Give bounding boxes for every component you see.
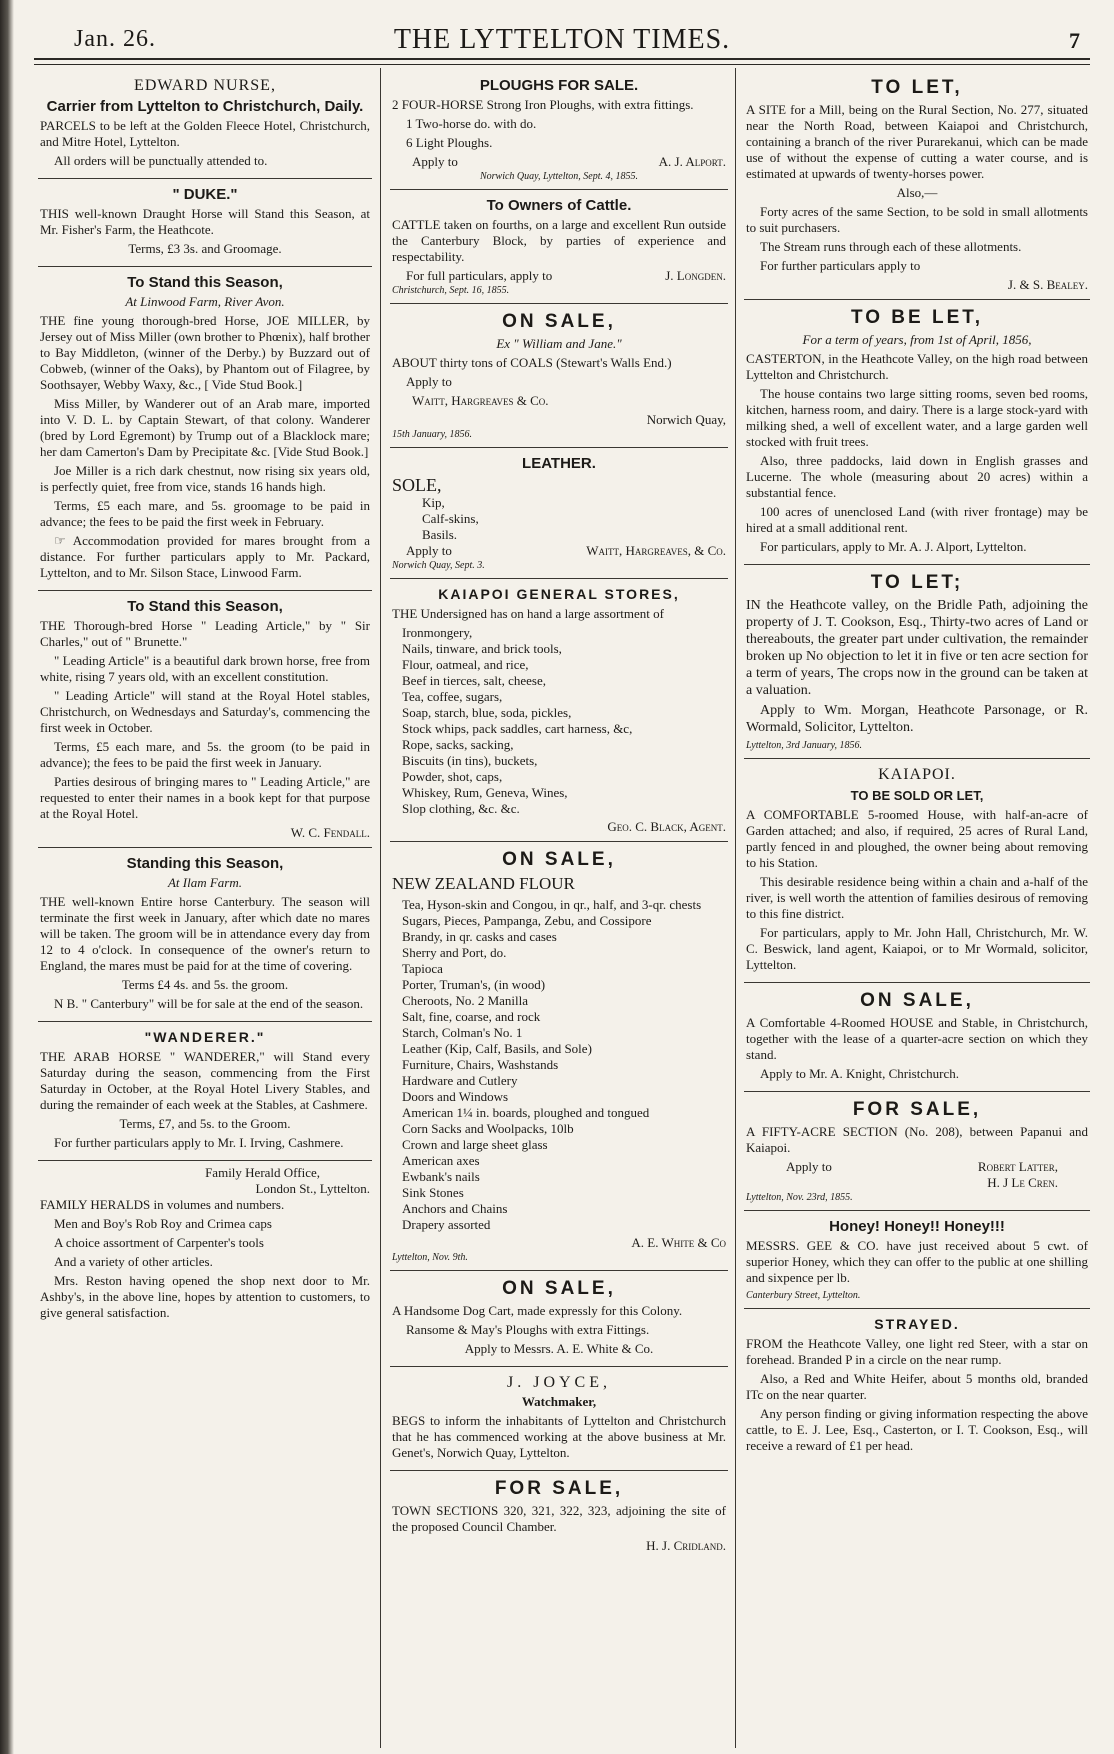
ad-address: London St., Lyttelton.: [255, 1181, 370, 1196]
ad-text: Terms, £5 each mare, and 5s. the groom (to be paid in advance); the fees to be paid the first week in January.: [40, 739, 370, 770]
column-2: [390, 70, 728, 1746]
ad-subtitle: Ex " William and Jane.": [496, 336, 622, 351]
ad-date: Lyttelton, Nov. 23rd, 1855.: [746, 1192, 853, 1203]
list-item: Salt, fine, coarse, and rock: [402, 1009, 541, 1024]
ad-subtitle: For a term of years, from 1st of April, 1856,: [802, 332, 1032, 347]
ad-canterbury: [38, 848, 372, 1022]
ad-heathcote-land: [744, 565, 1090, 759]
ad-terms: Terms, £3 3s. and Groomage.: [128, 241, 282, 256]
column-rule-2: [735, 68, 736, 1748]
ad-item: Kip,: [422, 495, 445, 510]
ad-kaiapoi-stores: [390, 579, 728, 842]
ad-text: IN the Heathcote valley, on the Bridle Path, adjoining the property of J. T. Cookson, Esq., Thirty-two acres of Land or thereabouts, the greater part under cultivation, the remainder broken up No objection to let it in five or ten acre section for a term of years, The crops now in the ground can be taken at a valuation.: [746, 598, 1088, 698]
list-item: Leather (Kip, Calf, Basils, and Sole): [402, 1041, 592, 1056]
list-item: Crown and large sheet glass: [402, 1137, 548, 1152]
ad-signature: J. & S. Bealey.: [1007, 277, 1088, 292]
ad-date: Lyttelton, Nov. 9th.: [392, 1252, 468, 1263]
list-item: Nails, tinware, and brick tools,: [402, 641, 562, 656]
ad-edward-nurse: [38, 70, 372, 179]
ad-text: Ransome & May's Ploughs with extra Fittings.: [406, 1322, 650, 1337]
ad-title: KAIAPOI GENERAL STORES,: [438, 586, 680, 602]
ad-text: THE Thorough-bred Horse " Leading Article," by " Sir Charles," out of " Brunette.": [40, 618, 370, 649]
list-item: Ewbank's nails: [402, 1169, 480, 1184]
ad-subtitle: Carrier from Lyttelton to Christchurch, Daily.: [46, 98, 364, 115]
ad-text: 100 acres of unenclosed Land (with river frontage) may be hired at a small additional rent.: [746, 504, 1088, 535]
list-item: Porter, Truman's, (in wood): [402, 977, 546, 992]
column-1: [38, 70, 372, 1746]
ad-text: THE well-known Entire horse Canterbury. The season will terminate the first week in January, after which date no mares will be taken. The groom will be in attendance every day from 12 to 4 o'clock. In consequence of the owner's return to England, the mares must be paid for at the time of covering.: [40, 894, 370, 973]
ad-text: " Leading Article" is a beautiful dark brown horse, free from white, rising 7 years old, with an excellent constitution.: [40, 653, 370, 684]
ad-title: FOR SALE,: [852, 1099, 982, 1120]
ad-town-sections: [390, 1471, 728, 1560]
ad-apply: Apply to Messrs. A. E. White & Co.: [464, 1341, 654, 1356]
ad-text: FAMILY HERALDS in volumes and numbers.: [40, 1197, 285, 1212]
ad-text: This desirable residence being within a chain and a-half of the river, is well worth the attention of families desirous of removing to this fine district.: [746, 874, 1088, 921]
ad-date: Norwich Quay, Sept. 3.: [392, 560, 485, 571]
ad-mill-site: [744, 70, 1090, 300]
column-rule-1: [380, 68, 381, 1748]
ad-joyce: [390, 1367, 728, 1471]
list-item: Drapery assorted: [402, 1217, 491, 1232]
ad-title: To Stand this Season,: [127, 598, 283, 615]
ad-apply: Apply to: [786, 1159, 832, 1174]
list-item: Brandy, in qr. casks and cases: [402, 929, 557, 944]
ad-text: Joe Miller is a rich dark chestnut, now rising six years old, is perfectly quiet, free from vice, stands 16 hands high.: [40, 463, 370, 494]
list-item: Beef in tierces, salt, cheese,: [402, 673, 547, 688]
ad-signature: Waitt, Hargreaves, & Co.: [586, 543, 726, 558]
ad-text: For further particulars apply to Mr. I. Irving, Cashmere.: [54, 1135, 344, 1150]
ad-text: Also, three paddocks, laid down in English grasses and Lucerne. The whole (measuring about 20 acres) within a substantial fence.: [746, 453, 1088, 500]
ad-christchurch-house: [744, 983, 1090, 1092]
flour-item-list: [392, 897, 726, 1233]
ad-date: 15th January, 1856.: [392, 429, 472, 440]
ad-apply: Apply to: [406, 543, 452, 558]
ad-title: "WANDERER.": [144, 1029, 266, 1045]
ad-address: Family Herald Office,: [205, 1165, 320, 1180]
ad-leading-article: [38, 591, 372, 848]
ad-nz-flour: [390, 842, 728, 1271]
ad-text: MESSRS. GEE & CO. have just received about 5 cwt. of superior Honey, which they can offer to the public at one shilling and sixpence per lb.: [746, 1238, 1088, 1285]
list-item: American axes: [402, 1153, 480, 1168]
ad-text: For further particulars apply to: [760, 258, 921, 273]
issue-date: Jan. 26.: [74, 26, 156, 52]
ad-text: THE Undersigned has on hand a large assortment of: [392, 606, 664, 621]
ad-signature: Geo. C. Black, Agent.: [607, 819, 726, 834]
ad-title: To Owners of Cattle.: [486, 197, 632, 214]
ad-subtitle: At Ilam Farm.: [167, 875, 243, 890]
list-item: Ironmongery,: [402, 625, 473, 640]
ad-item: SOLE,: [392, 475, 442, 495]
ad-text: A COMFORTABLE 5-roomed House, with half-an-acre of Garden attached; and also, if required, 25 acres of Rural Land, partly fenced in and ploughed, the owner being about removing to his Station.: [746, 807, 1088, 870]
ad-text: THE fine young thorough-bred Horse, JOE MILLER, by Jersey out of Miss Miller (own brother to Phœnix), half brother to Bay Middleton, (winner of the Derby.) by Buzzard out of Cobweb, (winner of the Oaks), by Phantom out of Filagree, by Soothsayer, Webby Waxy, &c., [ Vide Stud Book.]: [40, 313, 370, 392]
ad-title: ON SALE,: [860, 990, 974, 1011]
ad-text: Miss Miller, by Wanderer out of an Arab mare, imported into V. D. L. by Captain Stewart, of that colony. Wanderer (bred by Lord Egremont) by Trump out of a Blacklock mare; her dam Camerton's Dam by Precipitate &c. [Vide Stud Book.]: [40, 396, 370, 459]
list-item: Whiskey, Rum, Geneva, Wines,: [402, 785, 568, 800]
ad-text: N B. " Canterbury" will be for sale at the end of the season.: [54, 996, 364, 1011]
ad-text: PARCELS to be left at the Golden Fleece Hotel, Christchurch, and Mitre Hotel, Lyttelton.: [40, 118, 370, 149]
ad-dog-cart: [390, 1271, 728, 1367]
ad-text: A Handsome Dog Cart, made expressly for this Colony.: [392, 1303, 683, 1318]
list-item: Tapioca: [402, 961, 443, 976]
ad-title: To Stand this Season,: [127, 274, 283, 291]
ad-text: ☞ Accommodation provided for mares brought from a distance. For further particulars apply to Mr. Packard, Lyttelton, and to Mr. Silson Stace, Linwood Farm.: [40, 533, 370, 580]
list-item: Tea, Hyson-skin and Congou, in qr., half, and 3-qr. chests: [402, 897, 702, 912]
ad-signature: Robert Latter,: [977, 1159, 1058, 1174]
ad-subtitle: Watchmaker,: [521, 1394, 597, 1409]
ad-text: Any person finding or giving information respecting the above cattle, to E. J. Lee, Esq., Casterton, or I. T. Cookson, Esq., will receive a reward of £1 per head.: [746, 1406, 1088, 1453]
ad-date: Christchurch, Sept. 16, 1855.: [392, 285, 510, 296]
ad-signature: H. J Le Cren.: [987, 1175, 1058, 1190]
list-item: Corn Sacks and Woolpacks, 10lb: [402, 1121, 574, 1136]
ad-text: CASTERTON, in the Heathcote Valley, on the high road between Lyttelton and Christchurch.: [746, 351, 1088, 382]
ad-text: A choice assortment of Carpenter's tools: [54, 1235, 264, 1250]
ad-signature: Waitt, Hargreaves & Co.: [412, 393, 549, 408]
ad-terms: Terms £4 4s. and 5s. the groom.: [121, 977, 289, 992]
ad-text: Also,—: [896, 185, 938, 200]
ad-title: J. JOYCE,: [506, 1374, 611, 1391]
list-item: Doors and Windows: [402, 1089, 509, 1104]
ad-item: Calf-skins,: [422, 511, 479, 526]
ad-date: Lyttelton, 3rd January, 1856.: [746, 740, 862, 751]
ad-text: " Leading Article" will stand at the Royal Hotel stables, Christchurch, on Wednesdays and Saturday's, commencing the first week in October.: [40, 688, 370, 735]
ad-coals: [390, 304, 728, 448]
ad-text: 1 Two-horse do. with do.: [406, 116, 537, 131]
ad-text: Terms, £5 each mare, and 5s. groomage to be paid in advance; the fees to be paid the first week in February.: [40, 498, 370, 529]
ad-title: KAIAPOI.: [878, 766, 956, 783]
list-item: Flour, oatmeal, and rice,: [402, 657, 529, 672]
list-item: Starch, Colman's No. 1: [402, 1025, 523, 1040]
ad-text: BEGS to inform the inhabitants of Lyttelton and Christchurch that he has commenced working at the above business at Mr. Genet's, Norwich Quay, Lyttelton.: [392, 1413, 726, 1460]
list-item: Sink Stones: [402, 1185, 464, 1200]
ad-signature: J. Longden.: [665, 268, 726, 283]
ad-title: TO BE LET,: [850, 307, 984, 328]
ad-text: A FIFTY-ACRE SECTION (No. 208), between Papanui and Kaiapoi.: [746, 1124, 1088, 1155]
ad-text: 2 FOUR-HORSE Strong Iron Ploughs, with extra fittings.: [392, 97, 694, 112]
ad-apply: For full particulars, apply to: [406, 268, 553, 283]
ad-text: Mrs. Reston having opened the shop next door to Mr. Ashby's, in the above line, hopes by attention to customers, to give general satisfaction.: [40, 1273, 370, 1320]
ad-apply: Apply to Mr. A. Knight, Christchurch.: [760, 1066, 959, 1081]
ad-honey: [744, 1211, 1090, 1309]
ad-address: Norwich Quay,: [646, 412, 726, 427]
ad-title: Honey! Honey!! Honey!!!: [829, 1218, 1005, 1235]
list-item: Hardware and Cutlery: [402, 1073, 518, 1088]
list-item: Slop clothing, &c. &c.: [402, 801, 520, 816]
ad-text: TOWN SECTIONS 320, 321, 322, 323, adjoining the site of the proposed Council Chamber.: [392, 1503, 726, 1534]
ad-title: ON SALE,: [502, 311, 616, 332]
ad-text: A Comfortable 4-Roomed HOUSE and Stable, in Christchurch, together with the lease of a quarter-acre section on which they stand.: [746, 1015, 1088, 1062]
list-item: Soap, starch, blue, soda, pickles,: [402, 705, 572, 720]
ad-text: Apply to Wm. Morgan, Heathcote Parsonage, or R. Wormald, Solicitor, Lyttelton.: [746, 703, 1088, 735]
page-number: 7: [1069, 28, 1080, 53]
ad-title: EDWARD NURSE,: [134, 77, 276, 94]
list-item: Stock whips, pack saddles, cart harness, &c,: [402, 721, 633, 736]
ad-title: STRAYED.: [874, 1316, 960, 1332]
ad-strayed: [744, 1309, 1090, 1463]
ad-text: For particulars, apply to Mr. A. J. Alport, Lyttelton.: [760, 539, 1027, 554]
ad-fifty-acre: [744, 1092, 1090, 1211]
ad-casterton: [744, 300, 1090, 565]
list-item: Furniture, Chairs, Washstands: [402, 1057, 559, 1072]
stores-item-list: [392, 625, 726, 817]
ad-date: Norwich Quay, Lyttelton, Sept. 4, 1855.: [479, 171, 639, 182]
ad-signature: A. J. Alport.: [658, 154, 726, 169]
page-edge-shadow: [0, 0, 14, 1754]
ad-apply: Apply to: [412, 154, 458, 169]
ad-text: NEW ZEALAND FLOUR: [392, 874, 575, 893]
ad-text: Also, a Red and White Heifer, about 5 months old, branded ITc on the near quarter.: [746, 1371, 1088, 1402]
ad-leather: [390, 448, 728, 579]
ad-signature: H. J. Cridland.: [646, 1538, 726, 1553]
ad-item: Basils.: [422, 527, 458, 542]
ad-text: Men and Boy's Rob Roy and Crimea caps: [54, 1216, 272, 1231]
ad-title: ON SALE,: [502, 1278, 616, 1299]
ad-title: ON SALE,: [502, 849, 616, 870]
ad-text: Forty acres of the same Section, to be sold in small allotments to suit purchasers.: [746, 204, 1088, 235]
ad-title: PLOUGHS FOR SALE.: [479, 77, 639, 94]
ad-text: FROM the Heathcote Valley, one light red Steer, with a star on forehead. Branded P in a circle on the near rump.: [746, 1336, 1088, 1367]
list-item: Anchors and Chains: [402, 1201, 508, 1216]
ad-subtitle: At Linwood Farm, River Avon.: [125, 294, 285, 309]
column-3: [744, 70, 1090, 1746]
ad-text: For particulars, apply to Mr. John Hall, Christchurch, Mr. W. C. Beswick, land agent, Kaiapoi, or to Mr Wormald, solicitor, Lyttelton.: [746, 925, 1088, 972]
newspaper-title: THE LYTTELTON TIMES.: [393, 24, 731, 55]
ad-title: FOR SALE,: [494, 1478, 624, 1499]
list-item: American 1¼ in. boards, ploughed and tongued: [402, 1105, 650, 1120]
list-item: Biscuits (in tins), buckets,: [402, 753, 538, 768]
list-item: Sugars, Pieces, Pampanga, Zebu, and Cossipore: [402, 913, 652, 928]
ad-family-herald: [38, 1161, 372, 1330]
list-item: Tea, coffee, sugars,: [402, 689, 503, 704]
ad-text: CATTLE taken on fourths, on a large and excellent Run outside the Canterbury Block, by parties of experience and respectability.: [392, 217, 726, 264]
ad-address: Canterbury Street, Lyttelton.: [746, 1290, 861, 1301]
masthead: [34, 18, 1090, 60]
ad-title: LEATHER.: [522, 455, 596, 472]
ad-text: THE ARAB HORSE " WANDERER," will Stand every Saturday during the season, commencing from the First Saturday in October, at the Royal Hotel Livery Stables, and during the remainder of each week at the Stables, at Cashmere.: [40, 1049, 370, 1112]
ad-text: The house contains two large sitting rooms, seven bed rooms, kitchen, harness room, and dairy. There is a large stock-yard with milking shed, a well of excellent water, and a large garden well stocked with fruit trees.: [746, 386, 1088, 449]
list-item: Sherry and Port, do.: [402, 945, 507, 960]
ad-apply: Apply to: [406, 374, 452, 389]
ad-title: " DUKE.": [172, 186, 238, 203]
ad-title: TO LET,: [871, 77, 963, 98]
list-item: Powder, shot, caps,: [402, 769, 503, 784]
ad-subtitle: TO BE SOLD OR LET,: [850, 788, 984, 803]
ad-signature: W. C. Fendall.: [290, 825, 370, 840]
ad-text: ABOUT thirty tons of COALS (Stewart's Walls End.): [392, 355, 672, 370]
ad-terms: Terms, £7, and 5s. to the Groom.: [119, 1116, 291, 1131]
ad-cattle: [390, 190, 728, 304]
ad-text: THIS well-known Draught Horse will Stand this Season, at Mr. Fisher's Farm, the Heathcote.: [40, 206, 370, 237]
ad-text: 6 Light Ploughs.: [406, 135, 493, 150]
list-item: Rope, sacks, sacking,: [402, 737, 514, 752]
ad-kaiapoi-house: [744, 759, 1090, 983]
ad-text: All orders will be punctually attended to.: [54, 153, 268, 168]
ad-text: The Stream runs through each of these allotments.: [760, 239, 1022, 254]
ad-text: And a variety of other articles.: [54, 1254, 213, 1269]
ad-text: Parties desirous of bringing mares to " Leading Article," are requested to enter their names in a book kept for that purpose at the Royal Hotel.: [40, 774, 370, 821]
ad-joe-miller: [38, 267, 372, 591]
ad-title: Standing this Season,: [126, 855, 284, 872]
ad-title: TO LET;: [870, 572, 964, 593]
list-item: Cheroots, No. 2 Manilla: [402, 993, 529, 1008]
ad-text: A SITE for a Mill, being on the Rural Section, No. 277, situated near the North Road, between Kaiapoi and Christchurch, containing a branch of the river Purarekanui, which can be made use of without the expense of cutting a water course, and is estimated at upwards of twenty-horses power.: [746, 102, 1088, 181]
ad-wanderer: [38, 1022, 372, 1161]
masthead-rule: [34, 64, 1090, 65]
ad-duke: [38, 179, 372, 267]
ad-ploughs: [390, 70, 728, 190]
ad-signature: A. E. White & Co: [631, 1235, 726, 1250]
